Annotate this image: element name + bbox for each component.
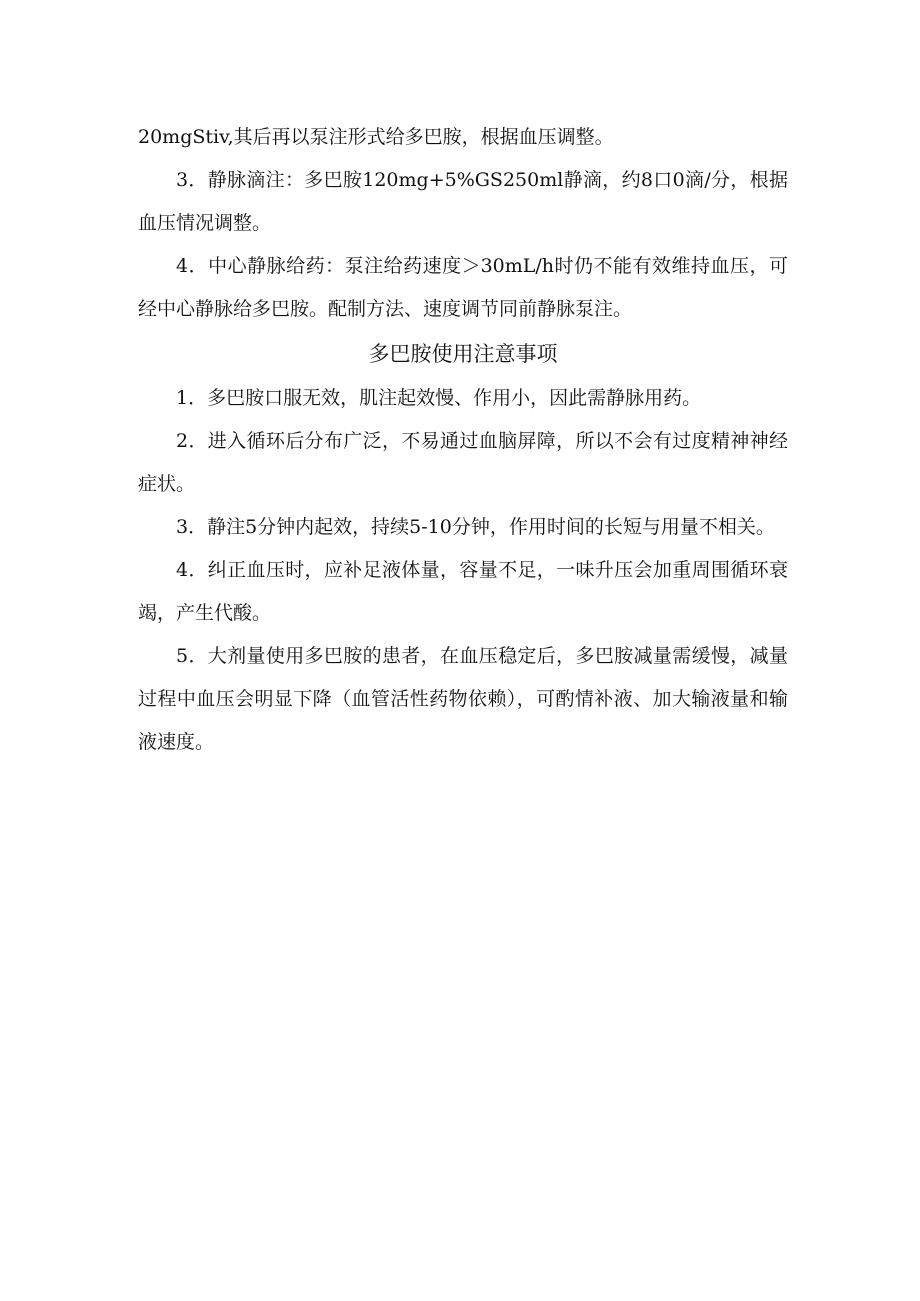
note-item-3: 3．静注5分钟内起效，持续5-10分钟，作用时间的长短与用量不相关。: [176, 516, 775, 538]
paragraph-central-venous: 4．中心静脉给药：泵注给药速度＞30mL/h时仍不能有效维持血压，可经中心静脉给多巴胺。配制方法、速度调节同前静脉泵注。: [138, 255, 788, 320]
paragraph-iv-drip: 3．静脉滴注：多巴胺120mg+5%GS250ml静滴，约8口0滴/分，根据血压情况调整。: [138, 169, 788, 234]
note-item-4: 4．纠正血压时，应补足液体量，容量不足，一味升压会加重周围循环衰竭，产生代酸。: [138, 559, 788, 624]
note-item-5: 5．大剂量使用多巴胺的患者，在血压稳定后，多巴胺减量需缓慢，减量过程中血压会明显下降（血管活性药物依赖），可酌情补液、加大输液量和输液速度。: [138, 645, 788, 753]
note-item-1: 1．多巴胺口服无效，肌注起效慢、作用小，因此需静脉用药。: [176, 387, 702, 409]
document-page: [138, 116, 788, 764]
paragraph-continuation: 20mgStiv,其后再以泵注形式给多巴胺，根据血压调整。: [138, 126, 614, 148]
section-heading: 多巴胺使用注意事项: [368, 342, 558, 366]
note-item-2: 2．进入循环后分布广泛，不易通过血脑屏障，所以不会有过度精神神经症状。: [138, 430, 788, 495]
